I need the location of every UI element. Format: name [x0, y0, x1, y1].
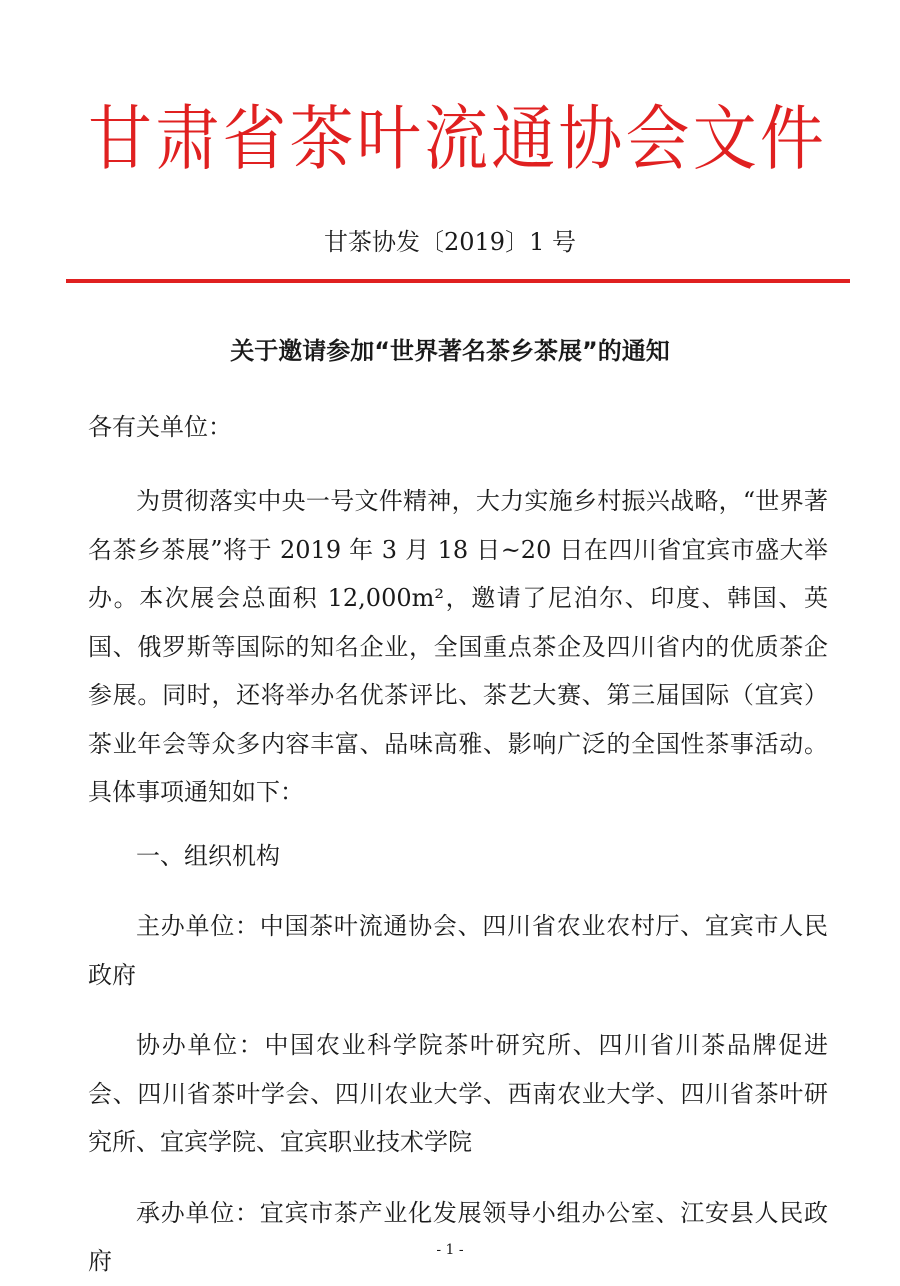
document-number: 甘茶协发〔2019〕1 号 — [324, 228, 576, 256]
salutation: 各有关单位： — [88, 413, 232, 441]
red-divider-rule — [66, 279, 850, 283]
header-title-char: 肃 — [155, 99, 220, 181]
host-units-paragraph: 主办单位：中国茶叶流通协会、四川省农业农村厅、宜宾市人民政府 — [88, 912, 828, 989]
organizer-units-paragraph: 承办单位：宜宾市茶产业化发展领导小组办公室、江安县人民政府 — [88, 1198, 828, 1275]
header-title-char: 通 — [491, 99, 556, 181]
header-title-char: 叶 — [356, 99, 421, 181]
header-title-char: 流 — [423, 99, 488, 181]
cohost-units-paragraph: 协办单位：中国农业科学院茶叶研究所、四川省川茶品牌促进会、四川省茶叶学会、四川农业大学、西南农业大学、四川省茶叶研究所、宜宾学院、宜宾职业技术学院 — [88, 1031, 828, 1156]
header-title-char: 省 — [222, 99, 287, 181]
header-title-char: 件 — [759, 99, 824, 181]
header-title-char: 协 — [558, 99, 623, 181]
header-title-char: 甘 — [88, 99, 152, 181]
notice-body — [88, 477, 828, 1286]
page-number: - 1 - — [436, 1242, 464, 1258]
header-title-char: 文 — [692, 99, 757, 181]
section-heading-organization: 一、组织机构 — [136, 841, 280, 870]
notice-title: 关于邀请参加“世界著名茶乡茶展”的通知 — [230, 337, 670, 365]
header-title-char: 会 — [625, 99, 690, 181]
document-header-title — [88, 100, 824, 180]
intro-paragraph: 为贯彻落实中央一号文件精神，大力实施乡村振兴战略，“世界著名茶乡茶展”将于 2019 年 3 月 18 日~20 日在四川省宜宾市盛大举办。本次展会总面积 12,000m²，邀请了尼泊尔、印度、韩国、英国、俄罗斯等国际的知名企业，全国重点茶企及四川省内的优质茶企参展。同时，还将举办名优茶评比、茶艺大赛、第三届国际（宜宾）茶业年会等众多内容丰富、品味高雅、影响广泛的全国性茶事活动。具体事项通知如下： — [88, 487, 828, 806]
header-title-char: 茶 — [289, 99, 354, 181]
